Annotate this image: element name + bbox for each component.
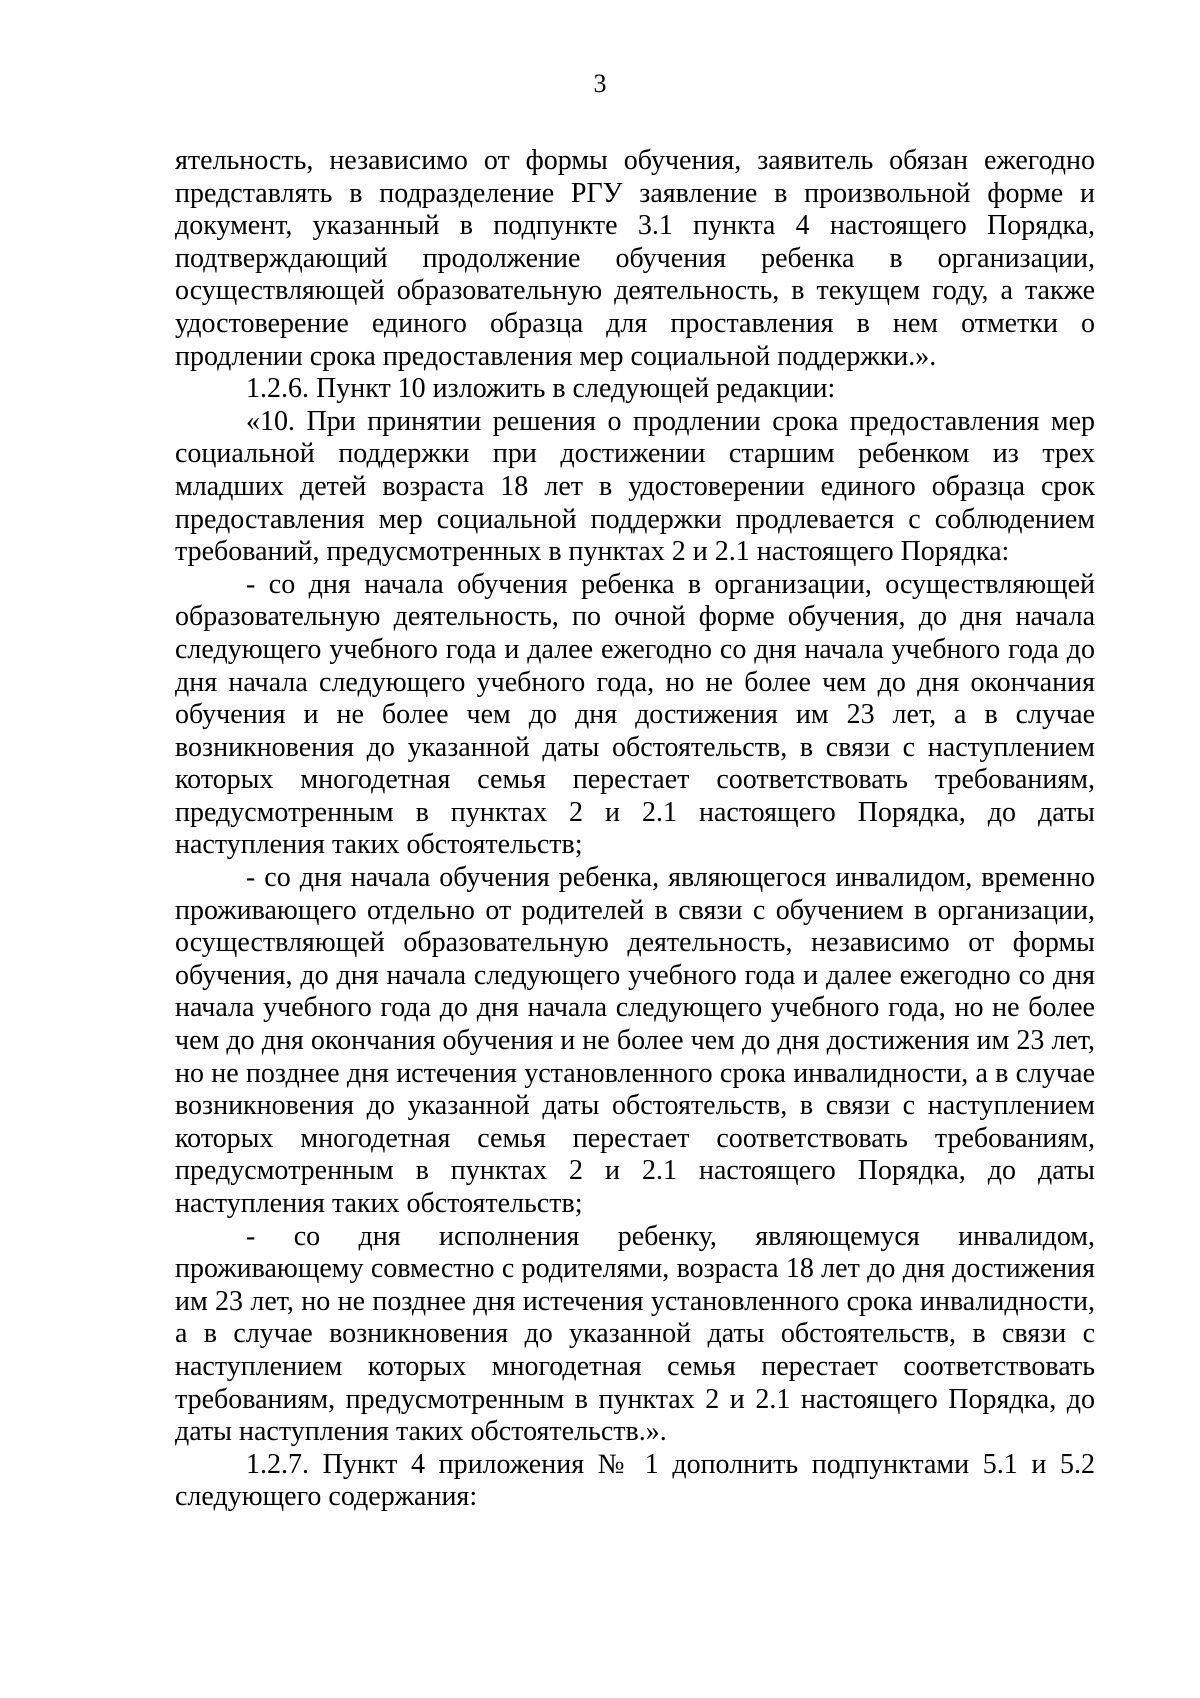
document-body bbox=[175, 145, 1095, 1514]
paragraph-dash-item-3: - со дня исполнения ребенку, являющемуся инвалидом, проживающему совместно с родителями, возраста 18 лет до дня достижения им 23 лет, но не позднее дня истечения установленного срока инвалидности, а в случае возникновения до указанной даты обстоятельств, в связи с наступлением которых многодетная семья перестает соответствовать требованиям, предусмотренным в пунктах 2 и 2.1 настоящего Порядка, до даты наступления таких обстоятельств.». bbox=[175, 1220, 1095, 1448]
page-number: 3 bbox=[593, 69, 607, 98]
paragraph-continuation: ятельность, независимо от формы обучения, заявитель обязан ежегодно представлять в подразделение РГУ заявление в произвольной форме и документ, указанный в подпункте 3.1 пункта 4 настоящего Порядка, подтверждающий продолжение обучения ребенка в организации, осуществляющей образовательную деятельность, в текущем году, а также удостоверение единого образца для проставления в нем отметки о продлении срока предоставления мер социальной поддержки.». bbox=[175, 145, 1095, 372]
paragraph-dash-item-1: - со дня начала обучения ребенка в организации, осуществляющей образовательную деятельность, по очной форме обучения, до дня начала следующего учебного года и далее ежегодно со дня начала учебного года до дня начала следующего учебного года, но не более чем до дня окончания обучения и не более чем до дня достижения им 23 лет, а в случае возникновения до указанной даты обстоятельств, в связи с наступлением которых многодетная семья перестает соответствовать требованиям, предусмотренным в пунктах 2 и 2.1 настоящего Порядка, до даты наступления таких обстоятельств; bbox=[175, 568, 1095, 861]
paragraph-item-1-2-6: 1.2.6. Пункт 10 изложить в следующей редакции: bbox=[246, 373, 836, 405]
paragraph-dash-item-2: - со дня начала обучения ребенка, являющегося инвалидом, временно проживающего отдельно от родителей в связи с обучением в организации, осуществляющей образовательную деятельность, независимо от формы обучения, до дня начала следующего учебного года и далее ежегодно со дня начала учебного года до дня начала следующего учебного года, но не более чем до дня окончания обучения и не более чем до дня достижения им 23 лет, но не позднее дня истечения установленного срока инвалидности, а в случае возникновения до указанной даты обстоятельств, в связи с наступлением которых многодетная семья перестает соответствовать требованиям, предусмотренным в пунктах 2 и 2.1 настоящего Порядка, до даты наступления таких обстоятельств; bbox=[175, 862, 1095, 1219]
paragraph-point-10: «10. При принятии решения о продлении срока предоставления мер социальной поддержки при достижении старшим ребенком из трех младших детей возраста 18 лет в удостоверении единого образца срок предоставления мер социальной поддержки продлевается с соблюдением требований, предусмотренных в пунктах 2 и 2.1 настоящего Порядка: bbox=[175, 405, 1095, 568]
paragraph-item-1-2-7: 1.2.7. Пункт 4 приложения № 1 дополнить подпунктами 5.1 и 5.2 следующего содержания: bbox=[175, 1448, 1095, 1513]
